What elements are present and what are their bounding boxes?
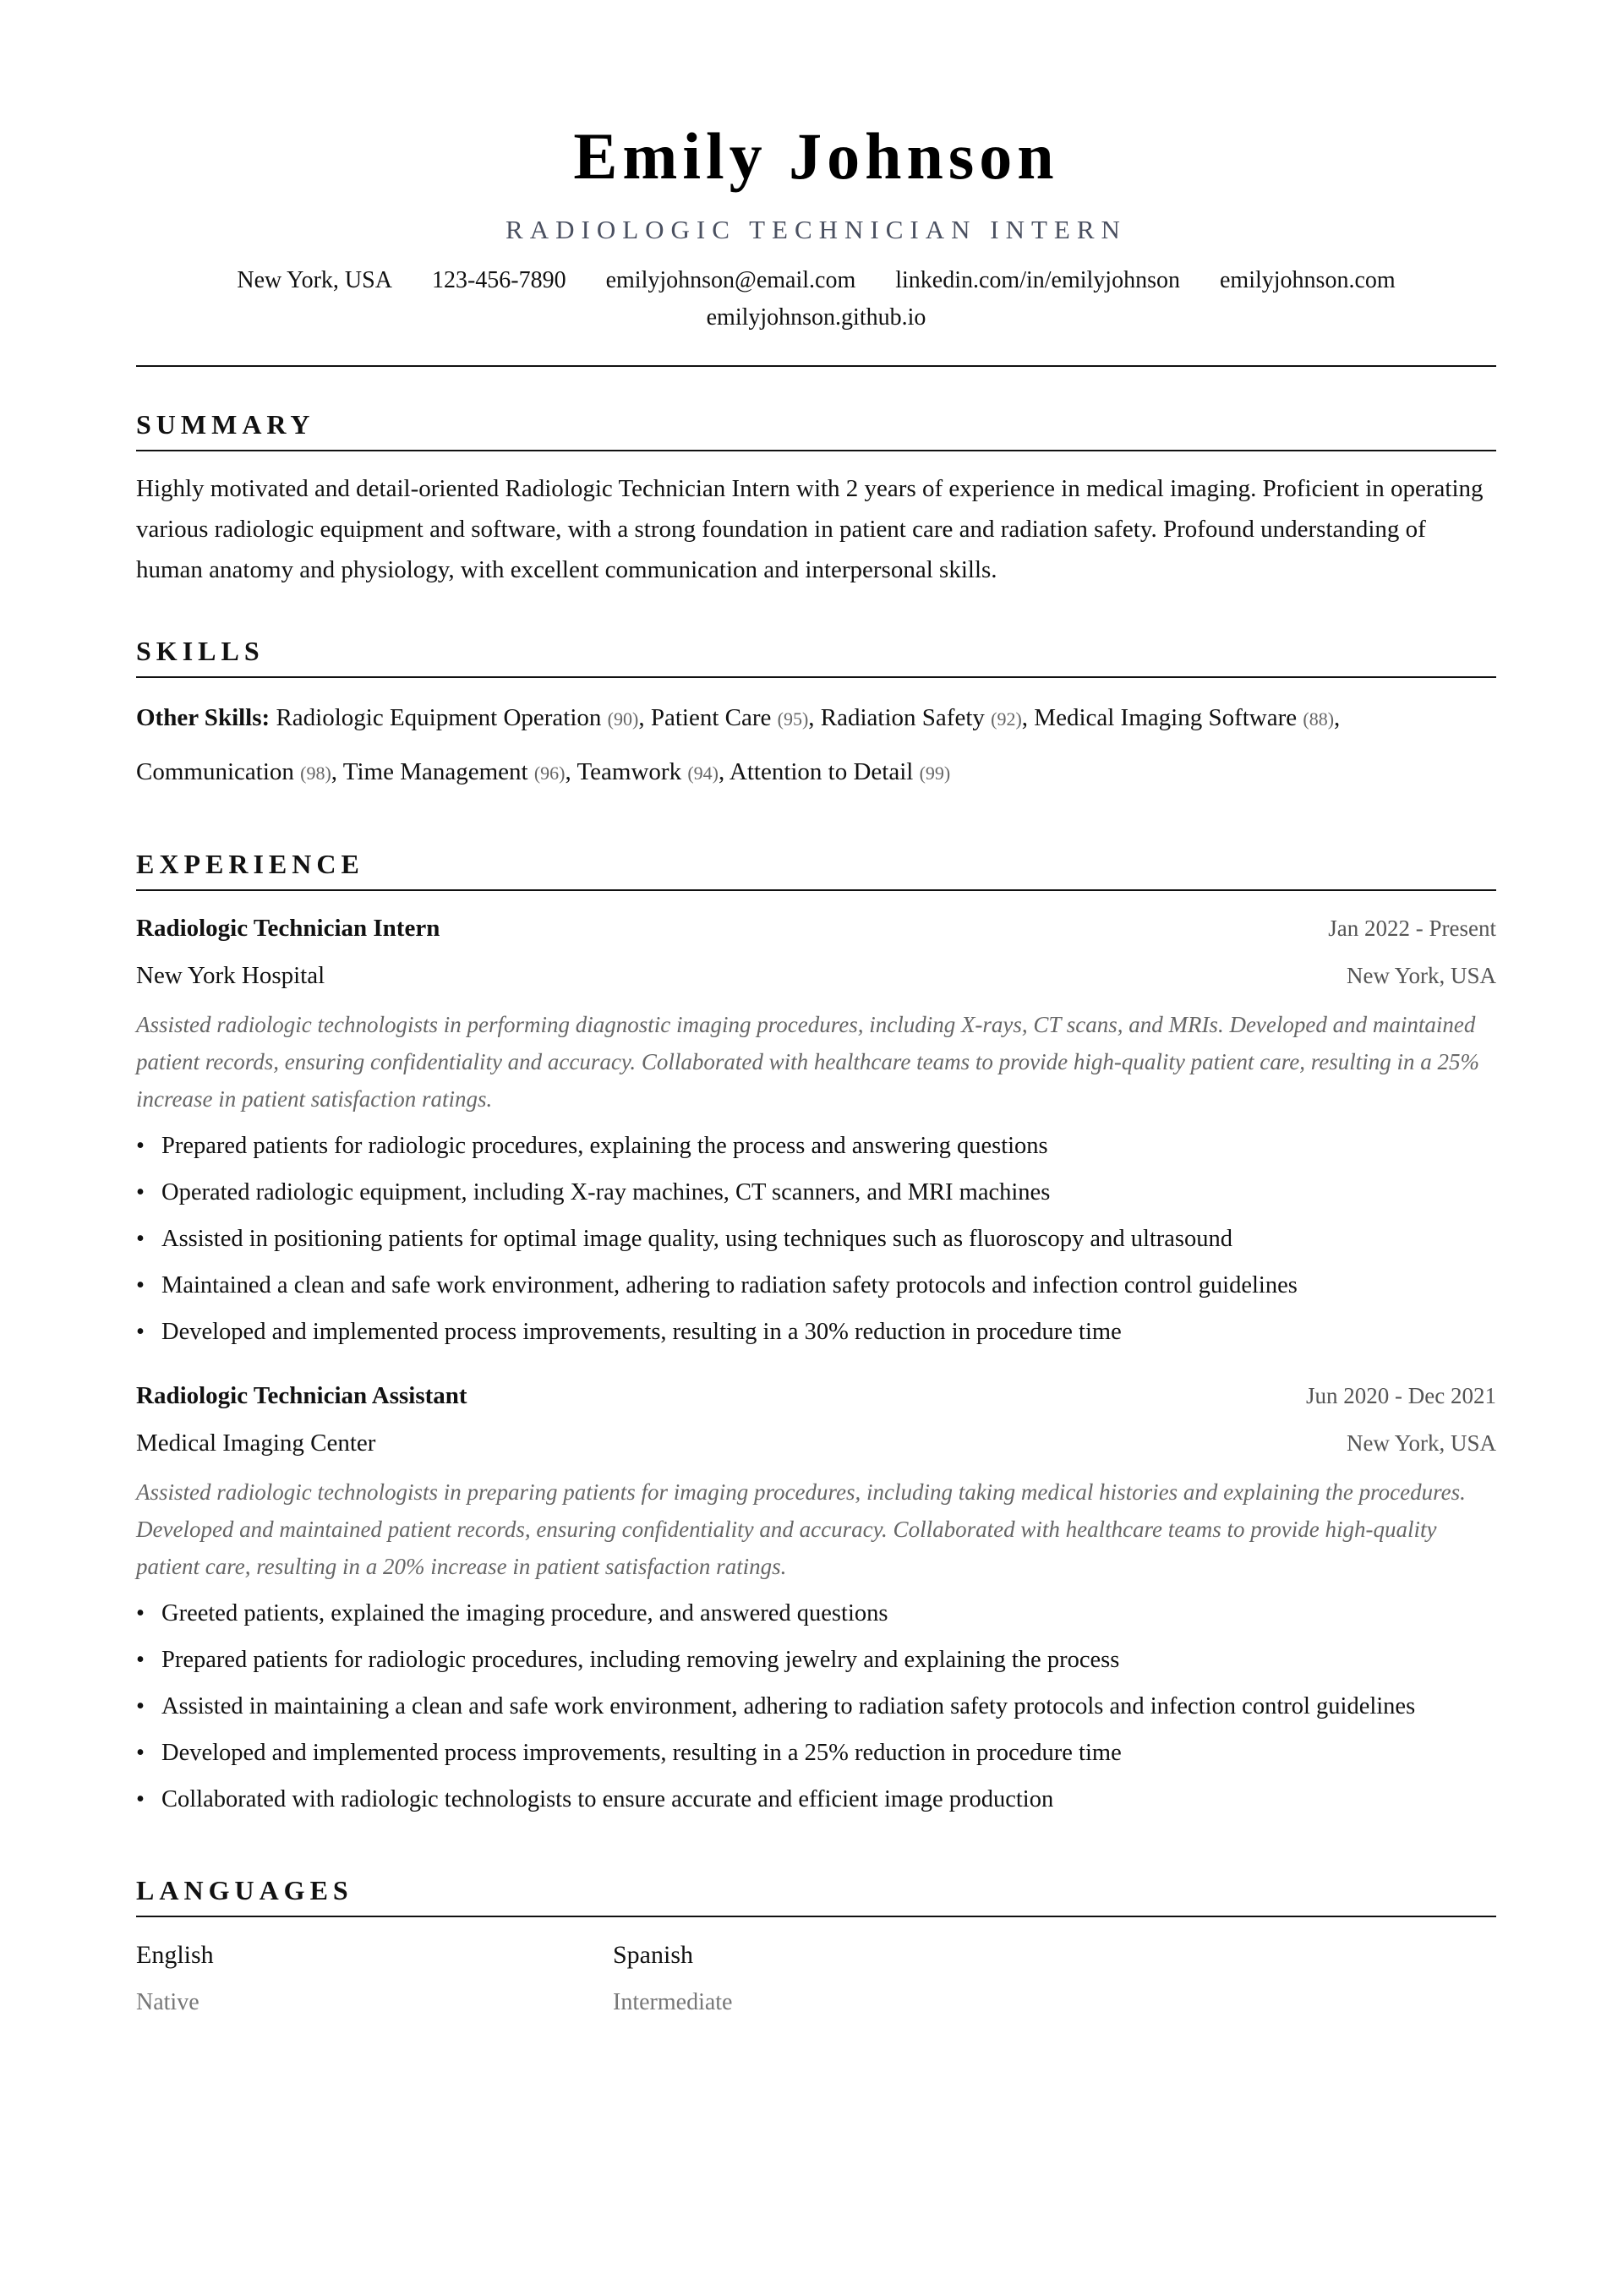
job-title: Radiologic Technician Assistant (136, 1382, 467, 1409)
list-item: • Developed and implemented process improvements, resulting in a 30% reduction in procedure time (136, 1309, 1496, 1355)
contact-email[interactable]: emilyjohnson@email.com (605, 267, 856, 293)
list-item: • Greeted patients, explained the imaging procedure, and answered questions (136, 1590, 1496, 1637)
contact-phone: 123-456-7890 (431, 267, 566, 293)
job-description: Assisted radiologic technologists in preparing patients for imaging procedures, including taking medical histories and explaining the procedures. Developed and maintained patient records, ensuring confidentiality and accuracy. Collaborated with healthcare teams to provide high-quality patient care, resulting in a 20% increase in patient satisfaction ratings. (136, 1479, 1466, 1579)
contact-location: New York, USA (237, 267, 392, 293)
job-organization: New York Hospital (136, 962, 325, 989)
job-location: New York, USA (1346, 1430, 1496, 1456)
list-item: • Prepared patients for radiologic procedures, explaining the process and answering questions (136, 1123, 1496, 1169)
language-name: Spanish (613, 1941, 694, 1969)
skill-name: Teamwork (577, 758, 682, 785)
list-item: • Assisted in positioning patients for optimal image quality, using techniques such as fluoroscopy and ultrasound (136, 1216, 1496, 1262)
section-heading: EXPERIENCE (136, 849, 364, 879)
job-dates: Jan 2022 - Present (1328, 916, 1496, 941)
section-divider (136, 676, 1496, 678)
skill-level: (99) (919, 763, 951, 784)
skills-section (136, 634, 1496, 800)
language-entry (136, 1936, 613, 2022)
skill-level: (92) (991, 708, 1022, 730)
language-level: Intermediate (613, 1989, 733, 2015)
job-location: New York, USA (1346, 963, 1496, 988)
section-divider (136, 450, 1496, 451)
skill-name: Patient Care (650, 704, 772, 731)
contact-info (136, 262, 1496, 336)
header-divider (136, 365, 1496, 367)
section-heading: LANGUAGES (136, 1875, 353, 1905)
summary-text: Highly motivated and detail-oriented Radiologic Technician Intern with 2 years of experience in medical imaging. Proficient in operating various radiologic equipment and software, with a strong foundation in patient care and radiation safety. Profound understanding of human anatomy and physiology, with excellent communication and interpersonal skills. (136, 475, 1484, 583)
skill-name: Medical Imaging Software (1034, 704, 1298, 731)
job-bullets (136, 1590, 1496, 1823)
job-bullets (136, 1123, 1496, 1355)
experience-section (136, 847, 1496, 1823)
skill-level: (98) (300, 763, 331, 784)
list-item: • Maintained a clean and safe work environment, adhering to radiation safety protocols and infection control guidelines (136, 1262, 1496, 1309)
job-entry (136, 910, 1496, 1355)
skills-list: Other Skills: Radiologic Equipment Operation (90), Patient Care (95), Radiation Safety (92), Medical Imaging Software (88), Communication (98), Time Management (96), Teamwork (94), Attention to Detail (99) (136, 704, 1341, 785)
job-org-row (136, 947, 1496, 994)
job-org-row (136, 1414, 1496, 1462)
job-title: Radiologic Technician Intern (136, 915, 440, 942)
candidate-name: Emily Johnson (573, 119, 1059, 193)
list-item: • Operated radiologic equipment, including X-ray machines, CT scanners, and MRI machines (136, 1169, 1496, 1216)
job-dates: Jun 2020 - Dec 2021 (1306, 1383, 1496, 1408)
skill-level: (90) (607, 708, 639, 730)
section-heading: SUMMARY (136, 409, 315, 440)
section-heading: SKILLS (136, 636, 265, 666)
skill-name: Communication (136, 758, 294, 785)
skill-level: (95) (777, 708, 809, 730)
language-entry (613, 1936, 1090, 2022)
contact-github[interactable]: emilyjohnson.github.io (706, 304, 926, 331)
contact-linkedin[interactable]: linkedin.com/in/emilyjohnson (895, 267, 1180, 293)
section-divider (136, 1916, 1496, 1917)
list-item: • Assisted in maintaining a clean and safe work environment, adhering to radiation safety protocols and infection control guidelines (136, 1683, 1496, 1730)
job-organization: Medical Imaging Center (136, 1430, 376, 1457)
job-header-row (136, 1377, 1496, 1414)
skill-name: Radiation Safety (820, 704, 985, 731)
job-description: Assisted radiologic technologists in performing diagnostic imaging procedures, including X-rays, CT scans, and MRIs. Developed and maintained patient records, ensuring confidentiality and accuracy. Collaborated with healthcare teams to provide high-quality patient care, resulting in a 25% increase in patient satisfaction ratings. (136, 1012, 1480, 1112)
language-level: Native (136, 1989, 199, 2015)
languages-section (136, 1873, 1496, 2022)
skill-level: (94) (687, 763, 719, 784)
skill-name: Time Management (342, 758, 528, 785)
contact-website[interactable]: emilyjohnson.com (1220, 267, 1396, 293)
list-item: • Prepared patients for radiologic procedures, including removing jewelry and explaining the process (136, 1637, 1496, 1683)
job-header-row (136, 910, 1496, 947)
skill-level: (88) (1303, 708, 1335, 730)
languages-grid (136, 1936, 1496, 2022)
skill-name: Radiologic Equipment Operation (276, 704, 602, 731)
summary-section (136, 407, 1496, 590)
skills-label: Other Skills: (136, 704, 270, 731)
list-item: • Collaborated with radiologic technologists to ensure accurate and efficient image production (136, 1776, 1496, 1823)
skill-name: Attention to Detail (729, 758, 914, 785)
job-entry (136, 1377, 1496, 1823)
section-divider (136, 889, 1496, 891)
list-item: • Developed and implemented process improvements, resulting in a 25% reduction in procedure time (136, 1730, 1496, 1776)
job-title-headline: RADIOLOGIC TECHNICIAN INTERN (505, 215, 1127, 244)
resume-header (136, 0, 1496, 367)
skill-level: (96) (533, 763, 566, 784)
language-name: English (136, 1941, 214, 1969)
